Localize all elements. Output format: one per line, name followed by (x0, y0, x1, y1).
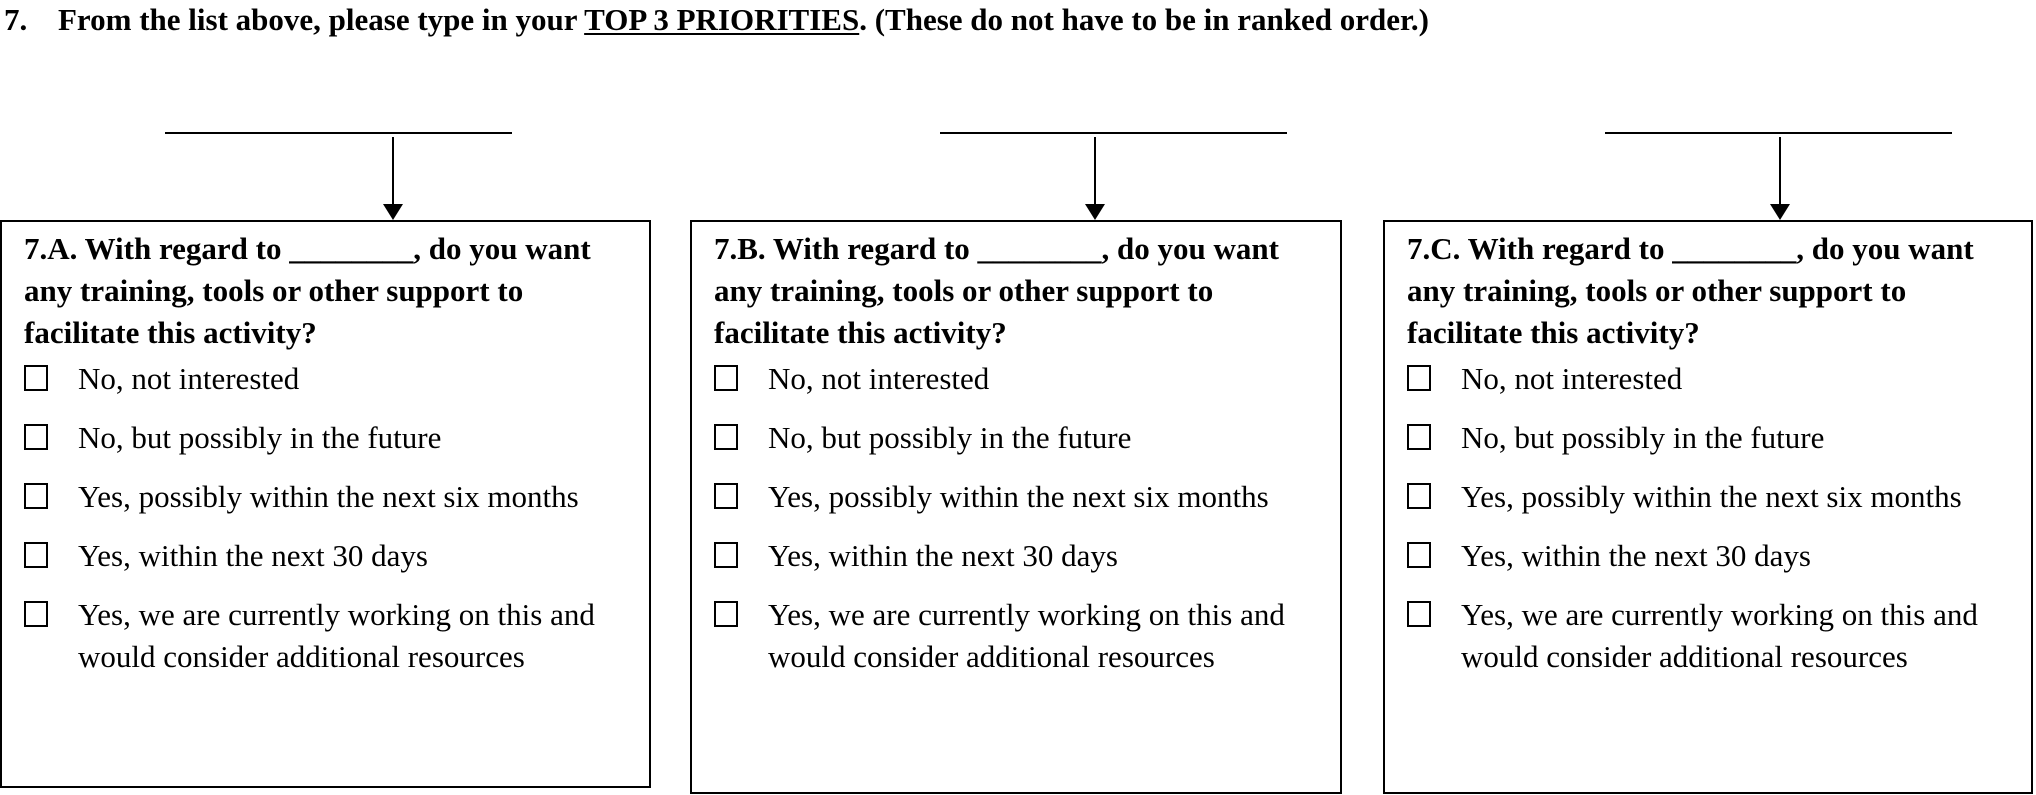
checkbox[interactable] (24, 542, 48, 568)
priority-3-arrow-head (1770, 204, 1790, 220)
priority-3-option-2[interactable] (1407, 417, 2011, 459)
option-label: Yes, possibly within the next six months (78, 479, 579, 514)
checkbox[interactable] (714, 424, 738, 450)
priority-1-blank-line[interactable] (165, 132, 512, 134)
priority-2-blank-line[interactable] (940, 132, 1287, 134)
checkbox[interactable] (1407, 542, 1431, 568)
checkbox[interactable] (24, 483, 48, 509)
checkbox[interactable] (24, 365, 48, 391)
priority-3-option-1[interactable] (1407, 358, 2011, 400)
option-label: No, but possibly in the future (78, 420, 442, 455)
priority-3-arrow (1779, 137, 1781, 205)
option-label: Yes, possibly within the next six months (768, 479, 1269, 514)
checkbox[interactable] (1407, 424, 1431, 450)
checkbox[interactable] (714, 542, 738, 568)
priority-2-box (690, 220, 1342, 794)
checkbox[interactable] (714, 365, 738, 391)
option-label: Yes, within the next 30 days (78, 538, 428, 573)
priority-3-blank-line[interactable] (1605, 132, 1952, 134)
priority-2-arrow (1094, 137, 1096, 205)
priority-2-option-1[interactable] (714, 358, 1320, 400)
priority-1-option-3[interactable] (24, 476, 629, 518)
option-label: Yes, within the next 30 days (768, 538, 1118, 573)
checkbox[interactable] (24, 424, 48, 450)
question-text-after: . (These do not have to be in ranked order.) (859, 2, 1430, 37)
priority-3-option-4[interactable] (1407, 535, 2011, 577)
priority-3-box (1383, 220, 2033, 794)
question-number: 7. (4, 2, 28, 37)
priority-3-title: 7.C. With regard to ________, do you want any training, tools or other support to facilitate this activity? (1407, 231, 1974, 350)
priority-2-option-5[interactable] (714, 594, 1320, 678)
priority-3-option-5[interactable] (1407, 594, 2011, 678)
priority-2-option-4[interactable] (714, 535, 1320, 577)
option-label: Yes, we are currently working on this and would consider additional resources (78, 597, 595, 674)
option-label: No, not interested (768, 361, 990, 396)
priority-1-title: 7.A. With regard to ________, do you want any training, tools or other support to facilitate this activity? (24, 231, 591, 350)
checkbox[interactable] (1407, 601, 1431, 627)
option-label: Yes, possibly within the next six months (1461, 479, 1962, 514)
priority-2-title: 7.B. With regard to ________, do you want any training, tools or other support to facilitate this activity? (714, 231, 1279, 350)
priority-1-option-2[interactable] (24, 417, 629, 459)
option-label: No, not interested (1461, 361, 1683, 396)
option-label: No, but possibly in the future (768, 420, 1132, 455)
priority-1-option-1[interactable] (24, 358, 629, 400)
question-emphasis: TOP 3 PRIORITIES (584, 2, 860, 37)
checkbox[interactable] (714, 483, 738, 509)
option-label: No, not interested (78, 361, 300, 396)
priority-3-option-3[interactable] (1407, 476, 2011, 518)
priority-2-option-3[interactable] (714, 476, 1320, 518)
checkbox[interactable] (1407, 483, 1431, 509)
checkbox[interactable] (714, 601, 738, 627)
option-label: Yes, we are currently working on this and would consider additional resources (1461, 597, 1978, 674)
option-label: Yes, we are currently working on this and would consider additional resources (768, 597, 1285, 674)
question-text-before: From the list above, please type in your (58, 2, 585, 37)
checkbox[interactable] (1407, 365, 1431, 391)
option-label: No, but possibly in the future (1461, 420, 1825, 455)
priority-2-arrow-head (1085, 204, 1105, 220)
priority-1-arrow (392, 137, 394, 205)
checkbox[interactable] (24, 601, 48, 627)
priority-1-option-5[interactable] (24, 594, 629, 678)
priority-1-box (0, 220, 651, 788)
priority-2-option-2[interactable] (714, 417, 1320, 459)
priority-1-option-4[interactable] (24, 535, 629, 577)
question-heading (4, 0, 1429, 40)
option-label: Yes, within the next 30 days (1461, 538, 1811, 573)
priority-1-arrow-head (383, 204, 403, 220)
